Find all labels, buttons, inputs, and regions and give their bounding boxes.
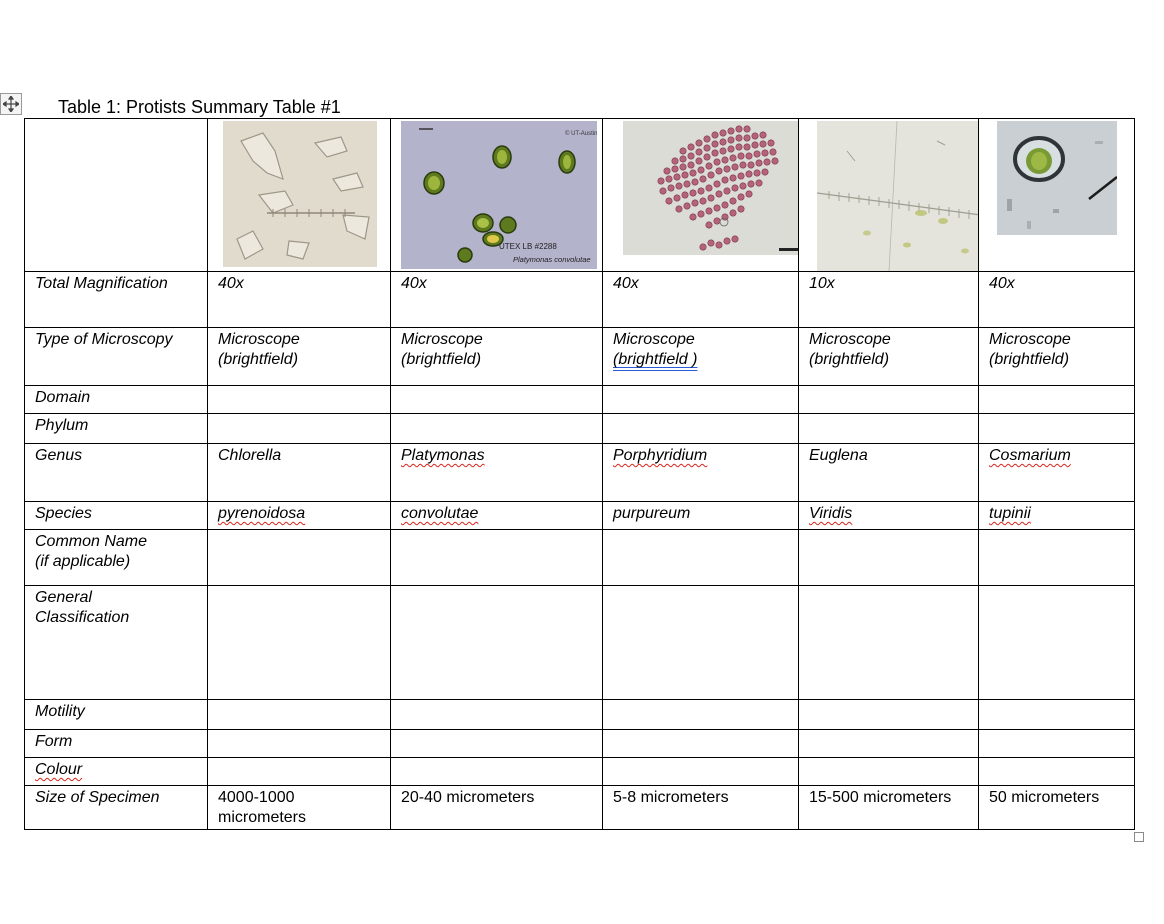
colour-cell-3[interactable] bbox=[603, 758, 799, 786]
motility-cell-2[interactable] bbox=[391, 700, 603, 730]
genus-cell-1[interactable]: Chlorella bbox=[208, 444, 391, 502]
microscopy-line1: Microscope bbox=[401, 331, 483, 348]
species-cell-1[interactable] bbox=[208, 502, 391, 530]
row-domain bbox=[25, 386, 1135, 414]
svg-text:© UT-Austin: © UT-Austin bbox=[565, 131, 597, 137]
phylum-cell-5[interactable] bbox=[979, 414, 1135, 444]
microscopy-cell-4[interactable] bbox=[799, 328, 979, 386]
magnification-cell-3[interactable]: 40x bbox=[603, 272, 799, 328]
magnification-cell-1[interactable]: 40x bbox=[208, 272, 391, 328]
label-line: Common Name bbox=[35, 533, 148, 550]
size-cell-4[interactable]: 15-500 micrometers bbox=[799, 786, 979, 830]
image-cell-3 bbox=[603, 119, 799, 272]
microscopy-line1: Microscope bbox=[809, 331, 891, 348]
domain-cell-2[interactable] bbox=[391, 386, 603, 414]
genus-text: Porphyridium bbox=[613, 447, 708, 464]
microscopy-cell-5[interactable] bbox=[979, 328, 1135, 386]
label-line: General bbox=[35, 589, 92, 606]
species-cell-2[interactable] bbox=[391, 502, 603, 530]
microscopy-cell-2[interactable] bbox=[391, 328, 603, 386]
classification-cell-4[interactable] bbox=[799, 586, 979, 700]
magnification-cell-2[interactable]: 40x bbox=[391, 272, 603, 328]
form-cell-3[interactable] bbox=[603, 730, 799, 758]
phylum-cell-4[interactable] bbox=[799, 414, 979, 444]
label-size-of-specimen: Size of Specimen bbox=[25, 786, 208, 830]
label-motility: Motility bbox=[25, 700, 208, 730]
form-cell-5[interactable] bbox=[979, 730, 1135, 758]
microscopy-line2: (brightfield) bbox=[809, 351, 890, 368]
euglena-micrograph[interactable] bbox=[817, 121, 979, 271]
classification-cell-3[interactable] bbox=[603, 586, 799, 700]
size-cell-3[interactable]: 5-8 micrometers bbox=[603, 786, 799, 830]
classification-cell-5[interactable] bbox=[979, 586, 1135, 700]
genus-cell-4[interactable]: Euglena bbox=[799, 444, 979, 502]
label-colour bbox=[25, 758, 208, 786]
microscopy-line2: (brightfield) bbox=[989, 351, 1070, 368]
platymonas-micrograph[interactable] bbox=[401, 121, 597, 269]
genus-cell-2[interactable] bbox=[391, 444, 603, 502]
row-general-classification bbox=[25, 586, 1135, 700]
common-name-cell-1[interactable] bbox=[208, 530, 391, 586]
size-cell-2[interactable]: 20-40 micrometers bbox=[391, 786, 603, 830]
microscopy-line1: Microscope bbox=[613, 331, 695, 348]
image-cell-2 bbox=[391, 119, 603, 272]
row-phylum bbox=[25, 414, 1135, 444]
label-total-magnification: Total Magnification bbox=[25, 272, 208, 328]
svg-text:Platymonas convolutae: Platymonas convolutae bbox=[513, 255, 591, 264]
classification-cell-2[interactable] bbox=[391, 586, 603, 700]
chlorella-micrograph[interactable] bbox=[223, 121, 377, 267]
form-cell-4[interactable] bbox=[799, 730, 979, 758]
label-genus: Genus bbox=[25, 444, 208, 502]
microscopy-cell-1[interactable] bbox=[208, 328, 391, 386]
label-common-name bbox=[25, 530, 208, 586]
genus-cell-3[interactable] bbox=[603, 444, 799, 502]
label-domain: Domain bbox=[25, 386, 208, 414]
phylum-cell-3[interactable] bbox=[603, 414, 799, 444]
colour-cell-5[interactable] bbox=[979, 758, 1135, 786]
common-name-cell-4[interactable] bbox=[799, 530, 979, 586]
image-cell-4 bbox=[799, 119, 979, 272]
magnification-cell-4[interactable]: 10x bbox=[799, 272, 979, 328]
cosmarium-micrograph[interactable] bbox=[997, 121, 1117, 235]
label-general-classification bbox=[25, 586, 208, 700]
row-common-name bbox=[25, 530, 1135, 586]
species-text: tupinii bbox=[989, 505, 1031, 522]
row-colour bbox=[25, 758, 1135, 786]
label-species: Species bbox=[25, 502, 208, 530]
motility-cell-3[interactable] bbox=[603, 700, 799, 730]
magnification-cell-5[interactable]: 40x bbox=[979, 272, 1135, 328]
phylum-cell-2[interactable] bbox=[391, 414, 603, 444]
classification-cell-1[interactable] bbox=[208, 586, 391, 700]
table-caption: Table 1: Protists Summary Table #1 bbox=[58, 97, 341, 117]
size-cell-1[interactable]: 4000-1000 micrometers bbox=[208, 786, 391, 830]
species-text: pyrenoidosa bbox=[218, 505, 306, 522]
species-text: convolutae bbox=[401, 505, 479, 522]
motility-cell-4[interactable] bbox=[799, 700, 979, 730]
domain-cell-1[interactable] bbox=[208, 386, 391, 414]
label-type-of-microscopy: Type of Microscopy bbox=[25, 328, 208, 386]
microscopy-line1: Microscope bbox=[989, 331, 1071, 348]
row-form bbox=[25, 730, 1135, 758]
row-motility bbox=[25, 700, 1135, 730]
table-resize-handle[interactable] bbox=[1134, 832, 1144, 842]
row-species bbox=[25, 502, 1135, 530]
label-line: (if applicable) bbox=[35, 553, 131, 570]
microscopy-line2: (brightfield) bbox=[401, 351, 482, 368]
colour-cell-4[interactable] bbox=[799, 758, 979, 786]
species-cell-3[interactable]: purpureum bbox=[603, 502, 799, 530]
size-cell-5[interactable]: 50 micrometers bbox=[979, 786, 1135, 830]
form-cell-1[interactable] bbox=[208, 730, 391, 758]
species-cell-5[interactable] bbox=[979, 502, 1135, 530]
porphyridium-micrograph[interactable] bbox=[623, 121, 799, 255]
common-name-cell-3[interactable] bbox=[603, 530, 799, 586]
genus-cell-5[interactable] bbox=[979, 444, 1135, 502]
common-name-cell-2[interactable] bbox=[391, 530, 603, 586]
domain-cell-4[interactable] bbox=[799, 386, 979, 414]
species-text: Viridis bbox=[809, 505, 853, 522]
row-total-magnification bbox=[25, 272, 1135, 328]
svg-text:UTEX LB #2288: UTEX LB #2288 bbox=[499, 242, 557, 251]
label-phylum: Phylum bbox=[25, 414, 208, 444]
label-form: Form bbox=[25, 730, 208, 758]
move-arrows-icon bbox=[3, 96, 19, 112]
microscopy-cell-3[interactable] bbox=[603, 328, 799, 386]
species-cell-4[interactable] bbox=[799, 502, 979, 530]
microscopy-line2: (brightfield ) bbox=[613, 351, 698, 368]
row-genus bbox=[25, 444, 1135, 502]
protists-summary-table bbox=[24, 118, 1135, 830]
phylum-cell-1[interactable] bbox=[208, 414, 391, 444]
genus-text: Cosmarium bbox=[989, 447, 1071, 464]
domain-cell-5[interactable] bbox=[979, 386, 1135, 414]
motility-cell-5[interactable] bbox=[979, 700, 1135, 730]
row-size-of-specimen bbox=[25, 786, 1135, 830]
microscopy-line1: Microscope bbox=[218, 331, 300, 348]
image-cell-5 bbox=[979, 119, 1135, 272]
row-type-of-microscopy bbox=[25, 328, 1135, 386]
label-line: Classification bbox=[35, 609, 130, 626]
form-cell-2[interactable] bbox=[391, 730, 603, 758]
microscopy-line2: (brightfield) bbox=[218, 351, 299, 368]
image-row bbox=[25, 119, 1135, 272]
common-name-cell-5[interactable] bbox=[979, 530, 1135, 586]
image-cell-1 bbox=[208, 119, 391, 272]
domain-cell-3[interactable] bbox=[603, 386, 799, 414]
colour-cell-1[interactable] bbox=[208, 758, 391, 786]
label-text: Colour bbox=[35, 761, 83, 778]
table-move-handle[interactable] bbox=[0, 93, 22, 115]
colour-cell-2[interactable] bbox=[391, 758, 603, 786]
genus-text: Platymonas bbox=[401, 447, 485, 464]
motility-cell-1[interactable] bbox=[208, 700, 391, 730]
header-empty-cell bbox=[25, 119, 208, 272]
